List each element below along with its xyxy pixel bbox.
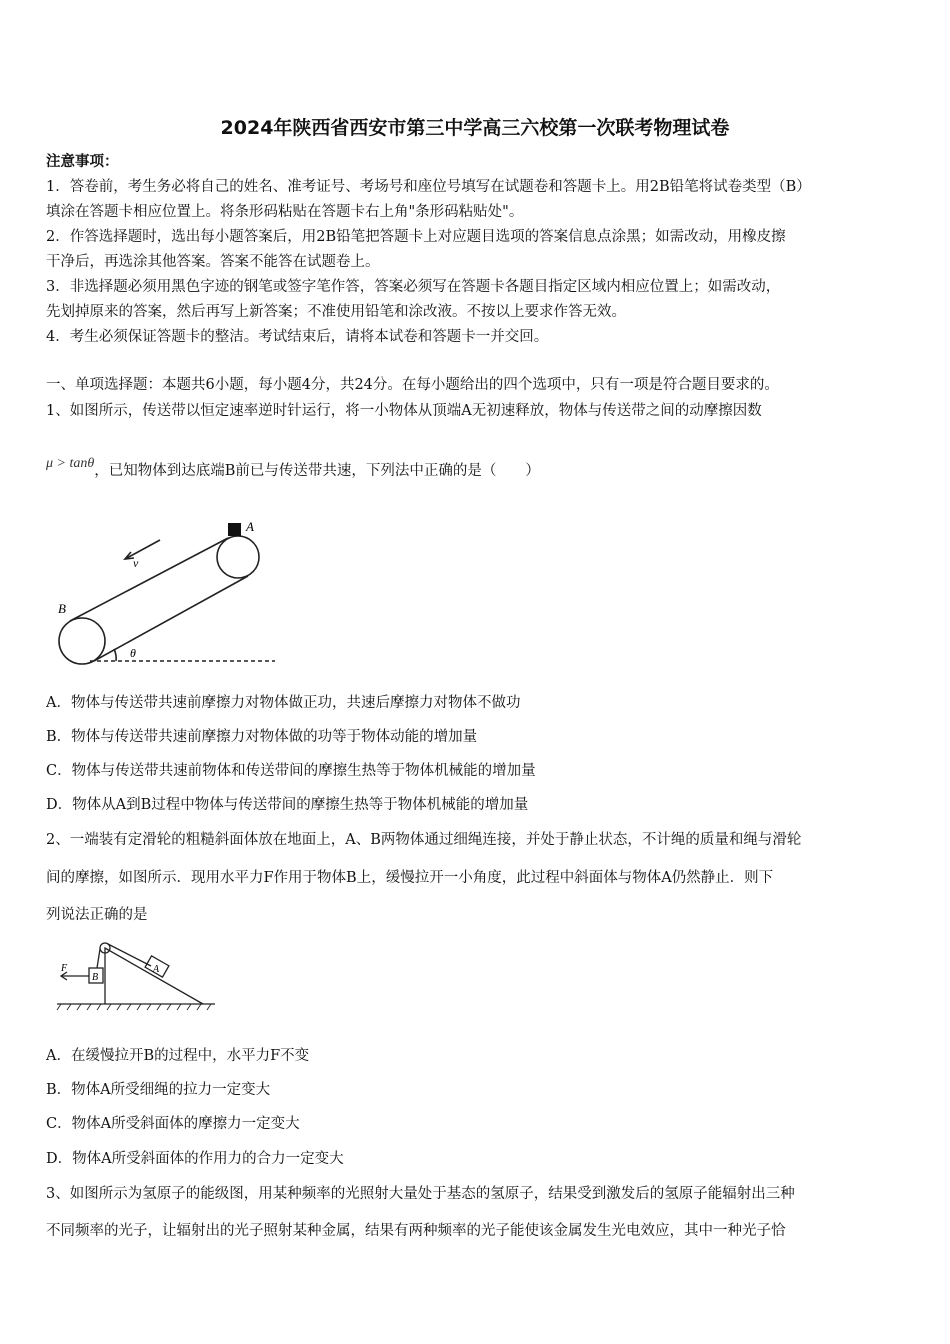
label-a: A [153, 964, 160, 975]
q1-formula: μ > tanθ [46, 456, 95, 471]
notes-line-2: 填涂在答题卡相应位置上。将条形码粘贴在答题卡右上角"条形码粘贴处"。 [46, 204, 524, 220]
top-pulley [217, 536, 259, 578]
q2-option-b: B．物体A所受细绳的拉力一定变大 [46, 1082, 271, 1098]
block-a [228, 523, 241, 536]
q1-option-a: A．物体与传送带共速前摩擦力对物体做正功，共速后摩擦力对物体不做功 [46, 695, 521, 711]
notes-line-6: 先划掉原来的答案，然后再写上新答案；不准使用铅笔和涂改液。不按以上要求作答无效。 [46, 304, 626, 320]
angle-arc [114, 649, 116, 661]
q1-stem-line-2 [46, 456, 540, 482]
belt-upper [70, 538, 228, 621]
q3-stem-line-1: 3、如图所示为氢原子的能级图，用某种频率的光照射大量处于基态的氢原子，结果受到激发后的氢原子能辐射出三种 [46, 1186, 795, 1202]
q1-option-c: C．物体与传送带共速前物体和传送带间的摩擦生热等于物体机械能的增加量 [46, 763, 536, 779]
q2-stem-line-3: 列说法正确的是 [46, 907, 148, 923]
label-theta: θ [130, 646, 136, 660]
page-title: 2024年陕西省西安市第三中学高三六校第一次联考物理试卷 [220, 117, 730, 139]
notes-line-3: 2．作答选择题时，选出每小题答案后，用2B铅笔把答题卡上对应题目选项的答案信息点涂黑；如需改动，用橡皮擦 [46, 229, 786, 245]
notes-line-4: 干净后，再选涂其他答案。答案不能答在试题卷上。 [46, 254, 380, 270]
q2-option-d: D．物体A所受斜面体的作用力的合力一定变大 [46, 1151, 344, 1167]
incline-body [105, 948, 203, 1004]
q2-incline-figure [55, 938, 225, 1016]
notes-line-5: 3．非选择题必须用黑色字迹的钢笔或签字笔作答，答案必须写在答题卡各题目指定区域内相应位置上；如需改动， [46, 279, 781, 295]
q1-conveyor-figure [50, 515, 370, 670]
label-v: v [133, 556, 139, 570]
q1-stem-line-1: 1、如图所示，传送带以恒定速率逆时针运行，将一小物体从顶端A无初速释放，物体与传送带之间的动摩擦因数 [46, 403, 762, 419]
label-f: F [61, 963, 68, 974]
q2-stem-line-2: 间的摩擦，如图所示．现用水平力F作用于物体B上，缓慢拉开一小角度，此过程中斜面体与物体A仍然静止．则下 [46, 870, 774, 886]
q3-stem-line-2: 不同频率的光子，让辐射出的光子照射某种金属，结果有两种频率的光子能使该金属发生光电效应，其中一种光子恰 [46, 1223, 786, 1239]
q2-option-a: A．在缓慢拉开B的过程中，水平力F不变 [46, 1048, 310, 1064]
bottom-pulley [59, 618, 105, 664]
label-b: B [58, 601, 66, 616]
q1-option-b: B．物体与传送带共速前摩擦力对物体做的功等于物体动能的增加量 [46, 729, 478, 745]
velocity-arrow [125, 540, 160, 559]
notes-line-7: 4．考生必须保证答题卡的整洁。考试结束后，请将本试卷和答题卡一并交回。 [46, 329, 549, 345]
q2-stem-line-1: 2、一端装有定滑轮的粗糙斜面体放在地面上，A、B两物体通过细绳连接，并处于静止状态，不计绳的质量和绳与滑轮 [46, 832, 802, 848]
notes-line-1: 1．答卷前，考生务必将自己的姓名、准考证号、考场号和座位号填写在试题卷和答题卡上。用2B铅笔将试卷类型（B） [46, 179, 811, 195]
belt-lower [94, 576, 248, 661]
rope-to-b [97, 949, 100, 968]
q1-option-d: D．物体从A到B过程中物体与传送带间的摩擦生热等于物体机械能的增加量 [46, 797, 529, 813]
ground-hatching [57, 1004, 211, 1010]
notes-heading: 注意事项： [46, 153, 119, 170]
q2-option-c: C．物体A所受斜面体的摩擦力一定变大 [46, 1116, 300, 1132]
label-a: A [246, 519, 254, 534]
section-heading: 一、单项选择题：本题共6小题，每小题4分，共24分。在每小题给出的四个选项中，只有一项是符合题目要求的。 [46, 377, 779, 393]
q1-stem-text: ，已知物体到达底端B前已与传送带共速，下列法中正确的是（ ） [94, 463, 540, 479]
label-b: B [92, 972, 99, 983]
